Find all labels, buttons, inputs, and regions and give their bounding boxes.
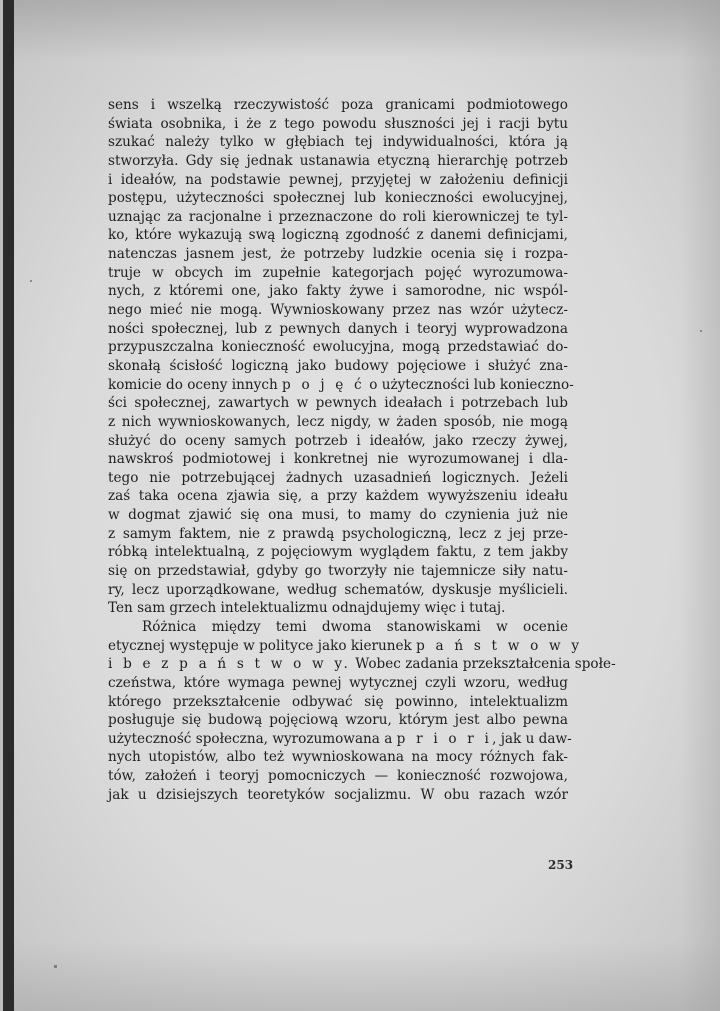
- text-segment: użyteczność społeczna, wyrozumowana a: [108, 730, 393, 747]
- text-line: ry, lecz uporządkowane, według schematów, dyskusje myślicieli.: [108, 581, 568, 598]
- scan-speck: [54, 965, 57, 968]
- body-text: [108, 96, 616, 804]
- text-line: sens i wszelką rzeczywistość poza granicami podmiotowego: [108, 97, 568, 113]
- text-line: jak u dzisiejszych teoretyków socjalizmu. W obu razach wzór: [108, 786, 568, 803]
- text-line: nego mieć nie mogą. Wywnioskowany przez nas wzór użytecz-: [108, 302, 568, 319]
- text-line: stworzyła. Gdy się jednak ustanawia etyczną hierarchję potrzeb: [108, 152, 568, 169]
- text-line: [108, 730, 572, 749]
- scan-shadow-bottom: [0, 941, 720, 1011]
- text-line: [108, 376, 574, 395]
- text-line: i ideałów, na podstawie pewnej, przyjętej w założeniu definicji: [108, 171, 568, 188]
- text-segment: Wobec zadania przekształcenia społe-: [355, 656, 616, 673]
- emphasized-word: p r i o r i: [396, 730, 493, 747]
- text-line: nych, z któremi one, jako fakty żywe i samorodne, nic wspól-: [108, 283, 568, 300]
- emphasized-word: p o j ę ć: [282, 376, 365, 393]
- text-line: tego nie potrzebującej żadnych uzasadnień logicznych. Jeżeli: [108, 469, 568, 486]
- text-line: czeństwa, które wymaga pewnej wytycznej czyli wzoru, według: [108, 674, 568, 691]
- text-line: się on przedstawiał, gdyby go tworzyły nie tajemnicze siły natu-: [108, 563, 568, 580]
- text-line: Ten sam grzech intelektualizmu odnajdujemy więc i tutaj.: [108, 600, 506, 617]
- emphasized-word: p a ń s t w o w y: [416, 637, 583, 654]
- text-line: róbką intelektualną, z pojęciowym wyglądem faktu, z tem jakby: [108, 544, 568, 561]
- text-line: posługuje się budową pojęciową wzoru, którym jest albo pewna: [108, 712, 568, 729]
- scan-speck: [30, 280, 32, 282]
- text-line: ko, które wykazują swą logiczną zgodność z danemi definicjami,: [108, 227, 568, 244]
- text-line: zaś taka ocena zjawia się, a przy każdem wywyższeniu ideału: [108, 488, 568, 505]
- scan-shadow-top: [0, 0, 720, 60]
- text-segment: komicie do oceny innych: [108, 376, 278, 393]
- text-line: w dogmat zjawić się ona musi, to mamy do czynienia już nie: [108, 507, 568, 524]
- text-line: postępu, użyteczności społecznej lub konieczności ewolucyjnej,: [108, 190, 568, 207]
- text-line: służyć do oceny samych potrzeb i ideałów, jako rzeczy żywej,: [108, 432, 568, 449]
- text-line: świata osobnika, i że z tego powodu słuszności jej i racji bytu: [108, 115, 568, 132]
- text-segment: etycznej występuje w polityce jako kierunek: [108, 637, 412, 654]
- text-line: [108, 637, 583, 656]
- text-line: ności społecznej, lub z pewnych danych i teoryj wyprowadzona: [108, 320, 568, 337]
- text-line: nawskroś podmiotowej i konkretnej nie wyrozumowanej i dla-: [108, 451, 568, 468]
- text-line: [108, 655, 616, 674]
- text-line: skonałą ścisłość logiczną jako budowy pojęciowe i służyć zna-: [108, 357, 568, 374]
- text-line: z nich wywnioskowanych, lecz nigdy, w żaden sposób, nie mogą: [108, 413, 568, 430]
- page-number: 253: [548, 858, 574, 872]
- scan-speck: [700, 330, 702, 332]
- text-segment: o użyteczności lub konieczno-: [369, 376, 574, 393]
- scan-shadow-right: [680, 0, 720, 1011]
- text-line: przypuszczalna konieczność ewolucyjna, mogą przedstawiać do-: [108, 339, 568, 356]
- text-line: szukać należy tylko w głębiach tej indywidualności, która ją: [108, 134, 568, 151]
- text-line: którego przekształcenie odbywać się powinno, intelektualizm: [108, 693, 568, 710]
- emphasized-word: i b e z p a ń s t w o w y.: [108, 656, 351, 673]
- text-line: truje w obcych im zupełnie kategorjach pojęć wyrozumowa-: [108, 264, 568, 281]
- text-line: uznając za racjonalne i przeznaczone do roli kierowniczej te tyl-: [108, 208, 568, 225]
- text-line: nych utopistów, albo też wywnioskowana na mocy różnych fak-: [108, 749, 568, 766]
- text-line: tów, założeń i teoryj pomocniczych — konieczność rozwojowa,: [108, 768, 568, 785]
- book-binding-shadow: [3, 0, 14, 1011]
- text-line: natenczas jasnem jest, że potrzeby ludzkie ocenia się i rozpa-: [108, 246, 568, 263]
- text-line: z samym faktem, nie z prawdą psychologiczną, lecz z jej prze-: [108, 525, 568, 542]
- text-line: Różnica między temi dwoma stanowiskami w ocenie: [142, 618, 568, 635]
- text-segment: , jak u daw-: [492, 730, 572, 747]
- text-line: ści społecznej, zawartych w pewnych ideałach i potrzebach lub: [108, 395, 568, 412]
